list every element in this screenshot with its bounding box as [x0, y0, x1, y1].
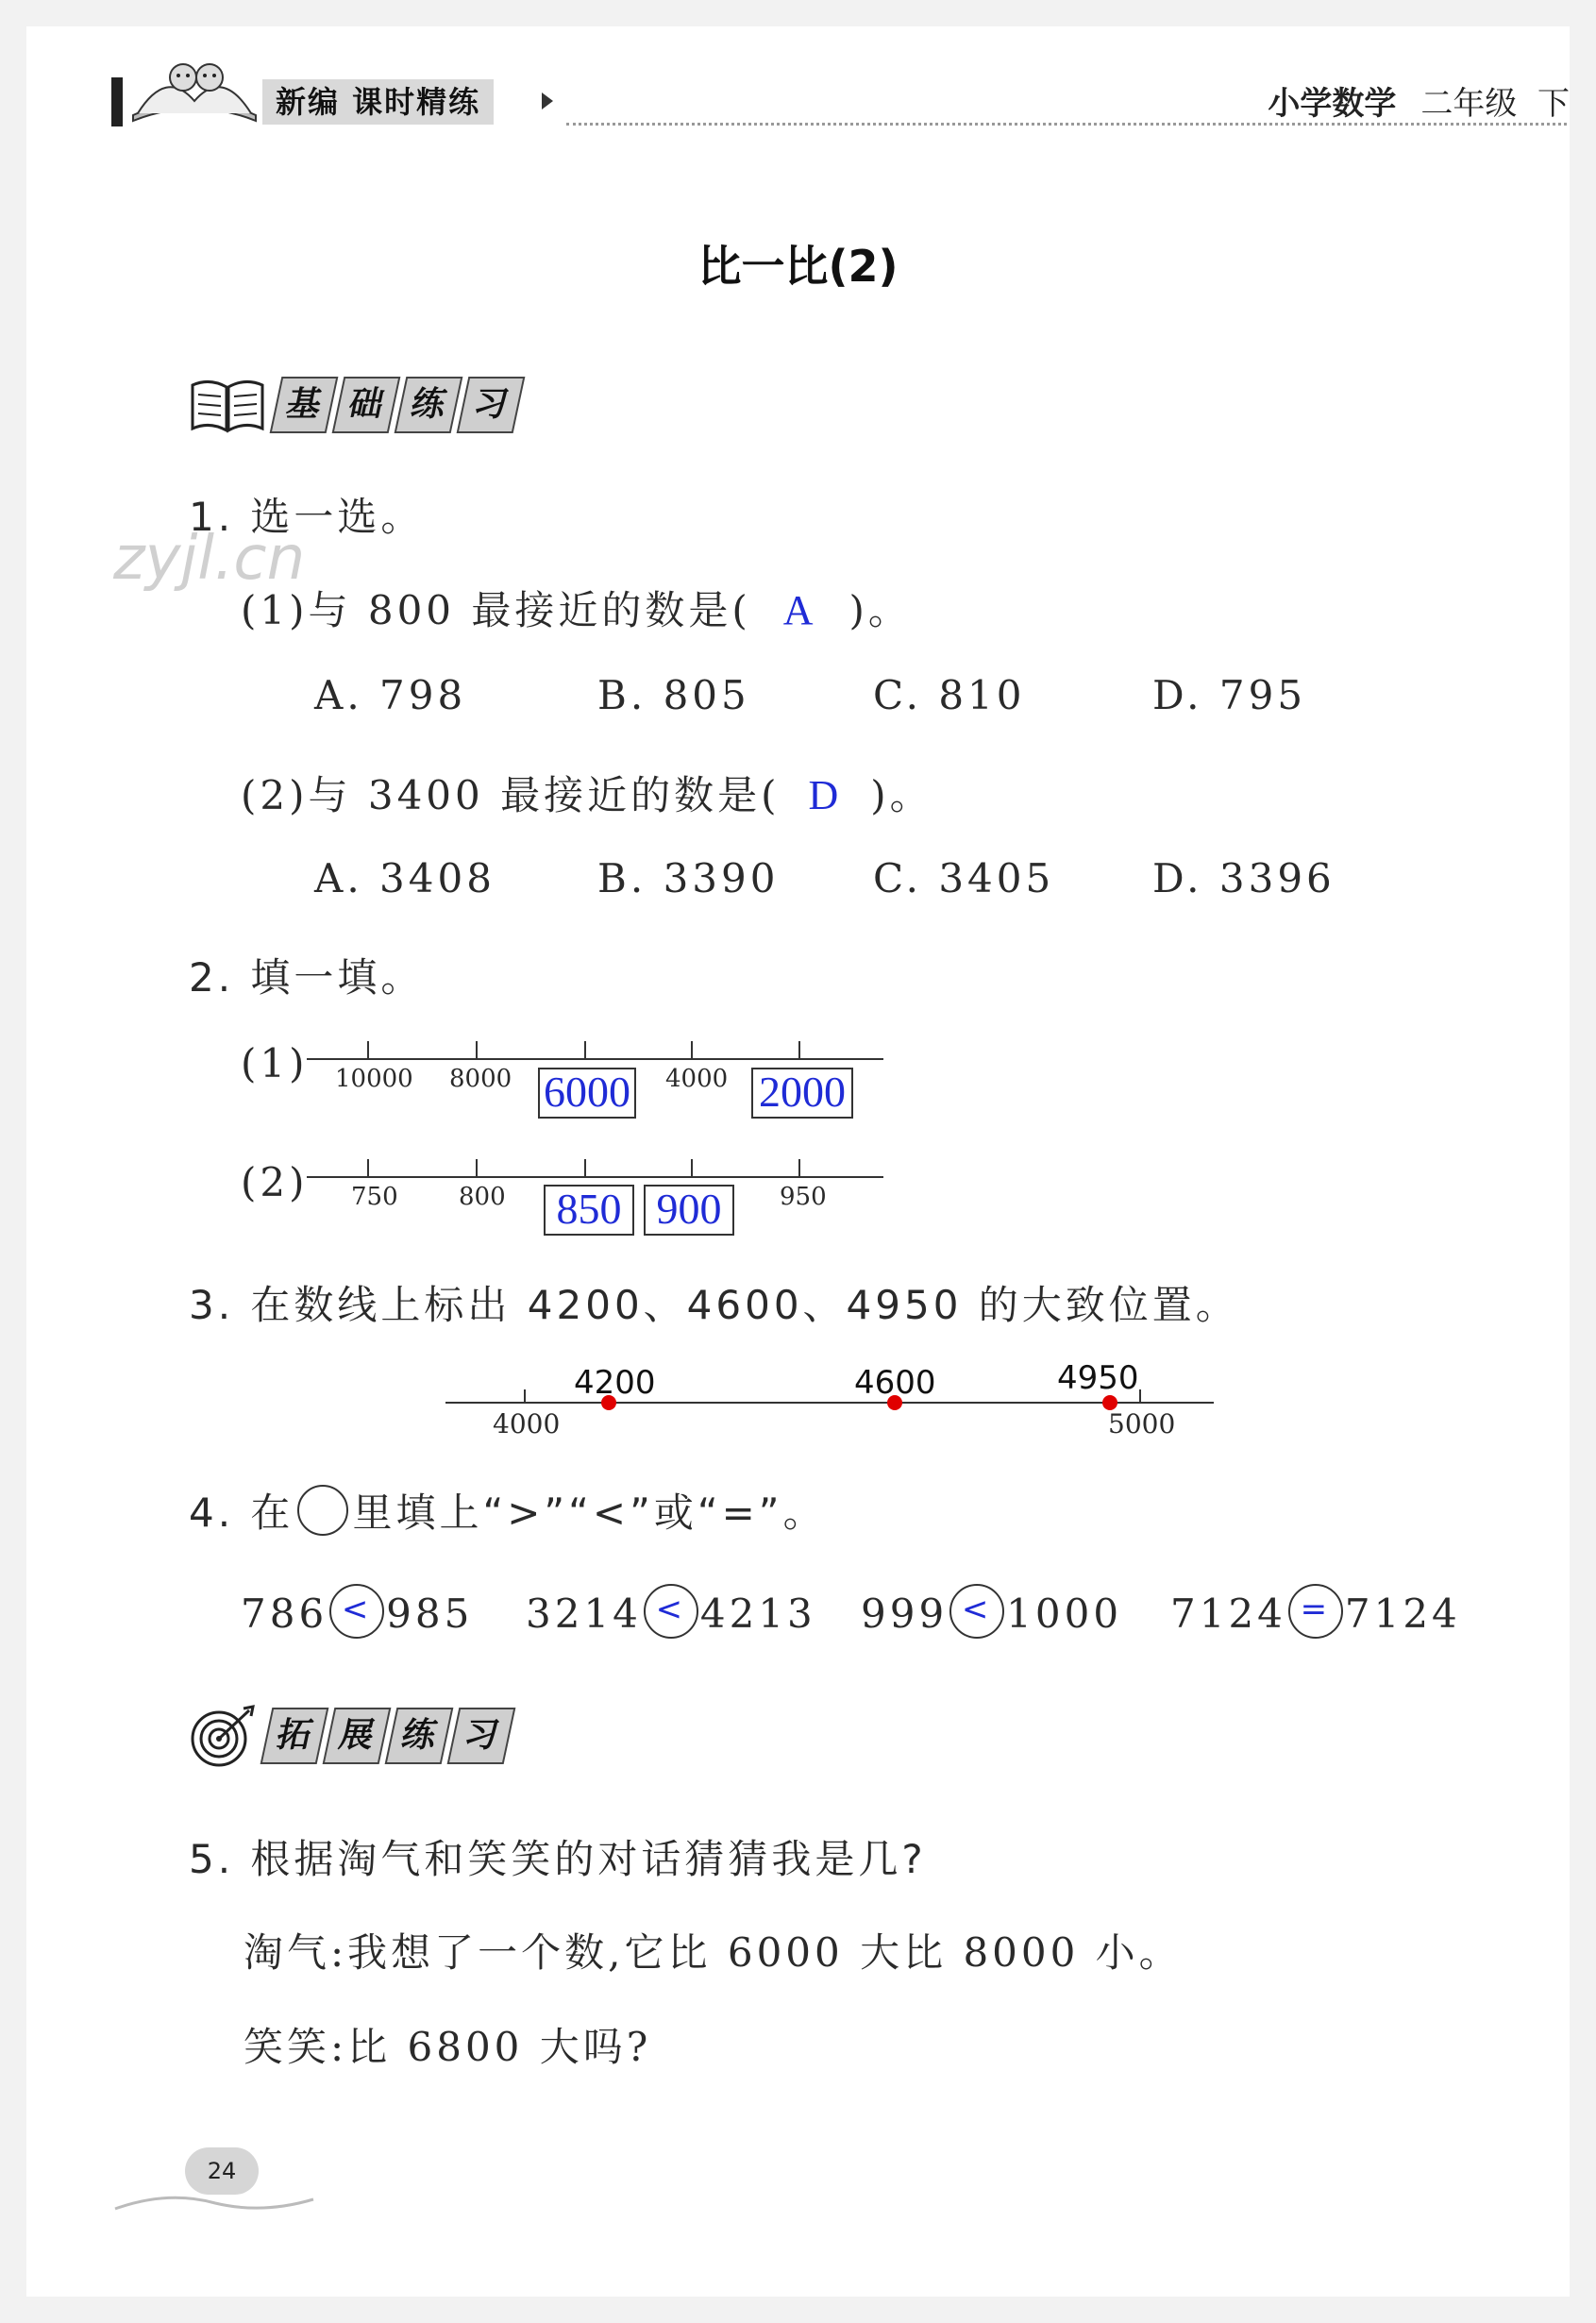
header-bar [111, 77, 123, 126]
label-char: 拓 [260, 1708, 329, 1764]
label-char: 习 [447, 1708, 516, 1764]
q4-left: 7124 [1170, 1591, 1286, 1637]
q4-left: 999 [861, 1591, 949, 1637]
q1-part1-option: A. 798 [314, 672, 467, 718]
label-char: 练 [385, 1708, 454, 1764]
section-extend [189, 1705, 510, 1767]
q4-item [861, 1590, 1122, 1644]
q3-mark-label: 4200 [574, 1364, 656, 1402]
grade-label: 二年级 [1420, 85, 1518, 123]
q1-part1 [241, 580, 912, 636]
q1-part1-answer: A [782, 587, 817, 633]
q4-right: 985 [386, 1591, 474, 1637]
header-subject-grade [1268, 77, 1570, 124]
page-title: 比一比(2) [697, 241, 899, 292]
label-char: 基 [270, 377, 339, 433]
q2-line1-tick-label: 4000 [665, 1065, 729, 1093]
watermark: zyjl.cn [113, 524, 306, 594]
q2-line1-answer-box: 2000 [751, 1068, 853, 1119]
q1-part2-answer: D [808, 772, 843, 818]
q1-part2-option: D. 3396 [1152, 855, 1336, 901]
q4-item [1170, 1590, 1461, 1644]
q4-label [189, 1482, 827, 1541]
label-char: 习 [457, 377, 526, 433]
q4-answer-circle: < [949, 1584, 1004, 1639]
q1-part1-suffix: )。 [848, 587, 912, 633]
label-char: 练 [395, 377, 463, 433]
subject-label: 小学数学 [1268, 85, 1397, 123]
label-char: 展 [323, 1708, 392, 1764]
q3-mark-label: 4950 [1057, 1359, 1139, 1397]
q3-mark-label: 4600 [854, 1364, 936, 1402]
q4-item [526, 1590, 816, 1644]
q4-left: 786 [241, 1591, 328, 1637]
header-arrow-icon [542, 93, 553, 109]
section-basic-label [276, 377, 519, 433]
q2-line2-answer-box: 900 [644, 1185, 734, 1236]
q2-line1-tick-label: 8000 [449, 1065, 512, 1093]
q2-line1-tag: (1) [241, 1040, 309, 1086]
q4-label-prefix: 4. 在 [189, 1490, 294, 1536]
q4-label-suffix: 里填上“>”“<”或“=”。 [352, 1490, 827, 1536]
q2-line1-answer-box: 6000 [538, 1068, 636, 1119]
q2-line2-tick-label: 950 [780, 1183, 827, 1211]
q4-answer-circle: < [644, 1584, 698, 1639]
section-extend-label [266, 1708, 510, 1764]
section-basic [189, 376, 519, 434]
q2-line2-tick-label: 800 [459, 1183, 506, 1211]
book-mascot-icon [128, 49, 260, 125]
q4-item [241, 1590, 473, 1644]
q5-dialogue-2: 笑笑:比 6800 大吗? [244, 2024, 652, 2070]
q5-dialogue-1: 淘气:我想了一个数,它比 6000 大比 8000 小。 [244, 1929, 1183, 1976]
q1-part2-option: C. 3405 [873, 855, 1055, 901]
page-number: 24 [185, 2147, 259, 2195]
q4-right: 7124 [1344, 1591, 1461, 1637]
label-char: 础 [332, 377, 401, 433]
q1-part1-option: C. 810 [873, 672, 1026, 718]
q3-start-label: 4000 [493, 1408, 561, 1439]
q2-label: 2. 填一填。 [189, 954, 425, 1001]
brand-label: 新编 课时精练 [262, 79, 494, 125]
open-book-icon [189, 376, 266, 434]
target-icon [189, 1705, 257, 1767]
q4-answer-circle: = [1288, 1584, 1343, 1639]
q3-end-label: 5000 [1108, 1408, 1176, 1439]
circle-icon [297, 1485, 348, 1536]
q4-answer-circle: < [329, 1584, 384, 1639]
q1-part2-option: B. 3390 [597, 855, 780, 901]
q2-line1-tick-label: 10000 [335, 1065, 413, 1093]
q1-part1-option: B. 805 [597, 672, 750, 718]
q1-part2-prefix: (2)与 3400 最接近的数是( [241, 772, 781, 818]
q4-right: 4213 [699, 1591, 816, 1637]
q2-line2-tick-label: 750 [351, 1183, 398, 1211]
q1-part2 [241, 765, 933, 821]
q4-right: 1000 [1006, 1591, 1123, 1637]
q1-part1-prefix: (1)与 800 最接近的数是( [241, 587, 751, 633]
q3-label: 3. 在数线上标出 4200、4600、4950 的大致位置。 [189, 1282, 1239, 1328]
q1-part2-option: A. 3408 [314, 855, 496, 901]
q1-part1-option: D. 795 [1152, 672, 1307, 718]
term-label: 下 [1537, 85, 1570, 123]
q1-part2-suffix: )。 [870, 772, 933, 818]
q5-label: 5. 根据淘气和笑笑的对话猜猜我是几? [189, 1836, 927, 1882]
q1-label: 1. 选一选。 [189, 494, 425, 540]
q2-line2-tag: (2) [241, 1159, 309, 1205]
q4-left: 3214 [526, 1591, 642, 1637]
q2-line2-answer-box: 850 [544, 1185, 634, 1236]
